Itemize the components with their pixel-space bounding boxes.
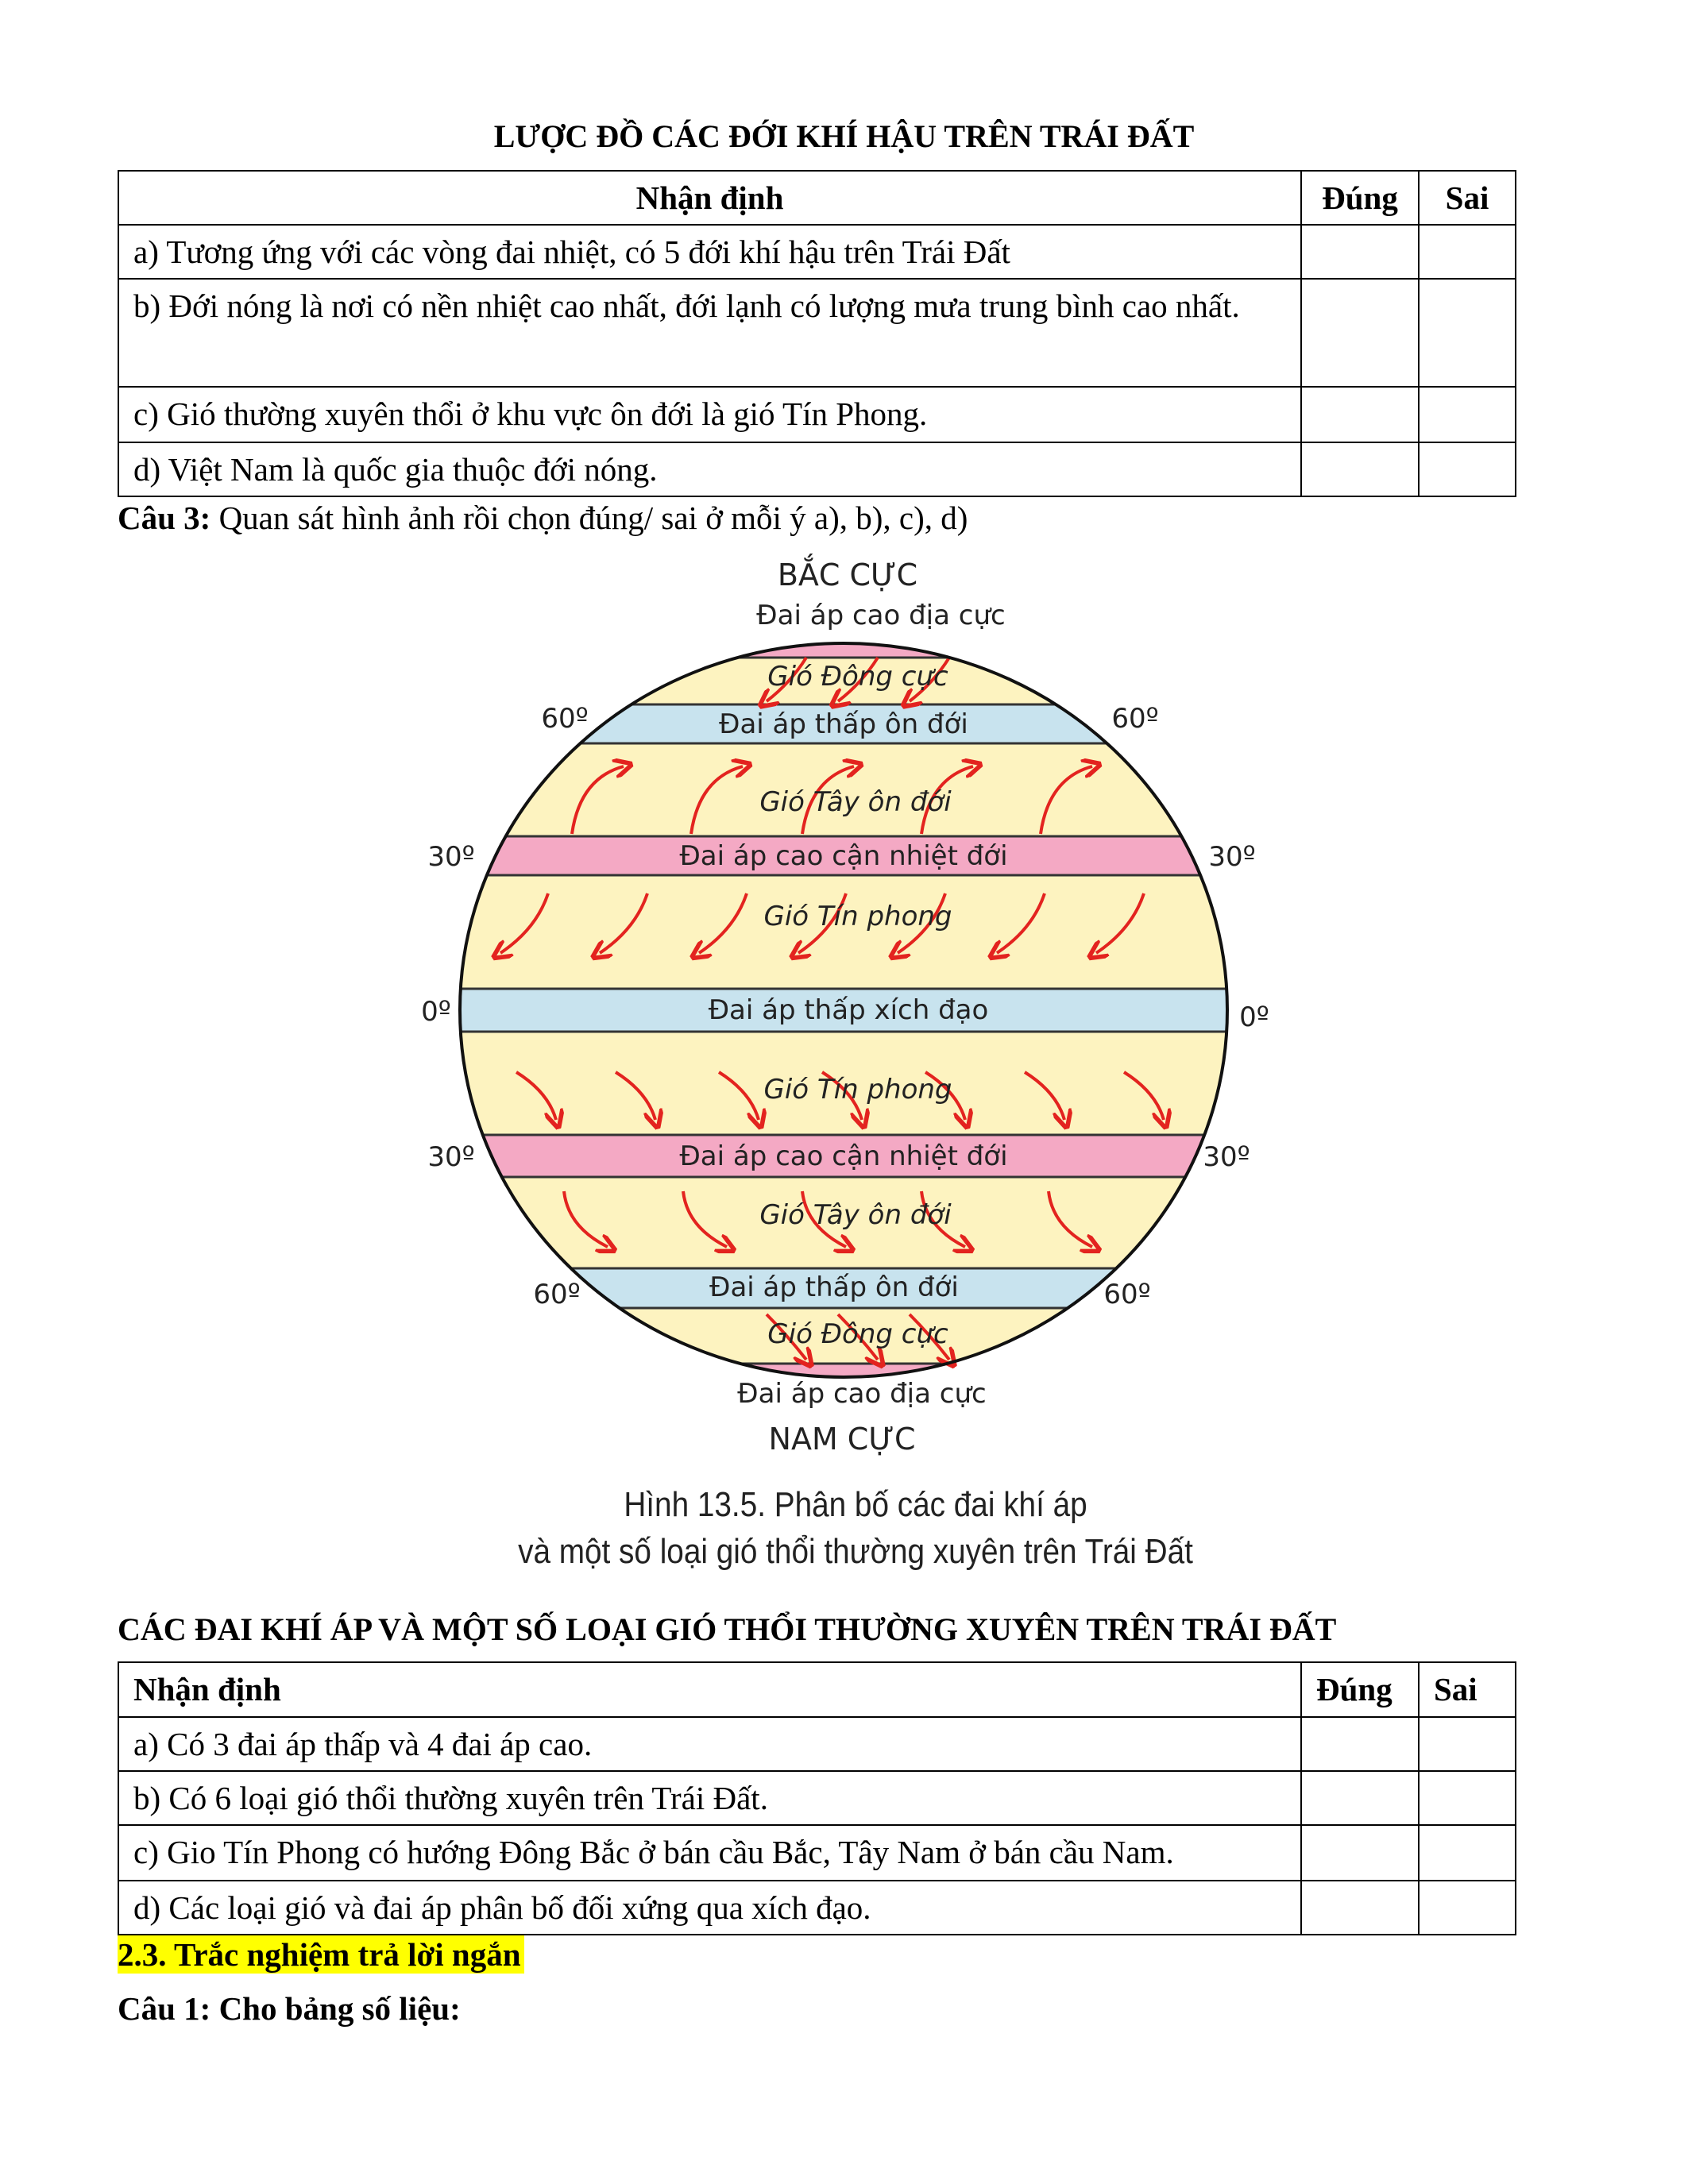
lat-0-e: 0º — [1239, 1001, 1269, 1033]
table-row — [118, 1881, 1516, 1935]
true-cell[interactable] — [1301, 1825, 1419, 1881]
lat-30-nw: 30º — [427, 841, 475, 873]
table-row — [118, 1771, 1516, 1825]
subtropical-high-north-label: Đai áp cao cận nhiệt đới — [679, 840, 1008, 872]
subpolar-low-north-label: Đai áp thấp ôn đới — [719, 708, 968, 740]
header-true: Đúng — [1301, 1662, 1419, 1717]
false-cell[interactable] — [1419, 1881, 1516, 1935]
subtropical-high-south-label: Đai áp cao cận nhiệt đới — [679, 1140, 1008, 1172]
header-false: Sai — [1419, 171, 1516, 225]
westerly-south-label: Gió Tây ôn đới — [759, 1199, 952, 1231]
trade-wind-north-label: Gió Tín phong — [763, 901, 952, 932]
lat-60-nw: 60º — [541, 703, 589, 735]
statement-d: d) Các loại gió và đai áp phân bố đối xứng qua xích đạo. — [118, 1881, 1301, 1935]
true-cell[interactable] — [1301, 1771, 1419, 1825]
lat-60-ne: 60º — [1111, 703, 1159, 735]
polar-easterly-south-label: Gió Đông cực — [767, 1318, 948, 1350]
lat-30-ne: 30º — [1208, 841, 1256, 873]
trade-wind-south-label: Gió Tín phong — [763, 1074, 952, 1106]
statement-a: a) Tương ứng với các vòng đai nhiệt, có 5 đới khí hậu trên Trái Đất — [118, 225, 1301, 279]
section3-heading: 2.3. Trắc nghiệm trả lời ngắn — [118, 1935, 524, 1974]
statement-d: d) Việt Nam là quốc gia thuộc đới nóng. — [118, 442, 1301, 496]
polar-easterly-north-label: Gió Đông cực — [767, 661, 948, 693]
statement-c: c) Gio Tín Phong có hướng Đông Bắc ở bán cầu Bắc, Tây Nam ở bán cầu Nam. — [118, 1825, 1301, 1881]
polar-high-south-label: Đai áp cao địa cực — [737, 1378, 987, 1410]
section1-title: LƯỢC ĐỒ CÁC ĐỚI KHÍ HẬU TRÊN TRÁI ĐẤT — [493, 118, 1195, 154]
lat-30-se: 30º — [1203, 1141, 1250, 1173]
header-statement: Nhận định — [118, 171, 1301, 225]
statement-c: c) Gió thường xuyên thổi ở khu vực ôn đới là gió Tín Phong. — [118, 387, 1301, 442]
south-pole-label: NAM CỰC — [768, 1422, 916, 1457]
statement-b: b) Đới nóng là nơi có nền nhiệt cao nhất, đới lạnh có lượng mưa trung bình cao nhất. — [118, 279, 1301, 387]
statement-b: b) Có 6 loại gió thổi thường xuyên trên Trái Đất. — [118, 1771, 1301, 1825]
false-cell[interactable] — [1419, 1825, 1516, 1881]
north-pole-label: BẮC CỰC — [777, 558, 918, 592]
false-cell[interactable] — [1419, 1771, 1516, 1825]
table-row — [118, 1717, 1516, 1771]
header-false: Sai — [1419, 1662, 1516, 1717]
lat-60-sw: 60º — [533, 1279, 581, 1310]
pressure-belts-table — [118, 1661, 1516, 1935]
polar-high-north-label: Đai áp cao địa cực — [756, 600, 1006, 631]
question1: Câu 1: Cho bảng số liệu: — [118, 1990, 461, 2027]
question3-label: Câu 3: — [118, 500, 211, 536]
header-statement: Nhận định — [118, 1662, 1301, 1717]
statement-a: a) Có 3 đai áp thấp và 4 đai áp cao. — [118, 1717, 1301, 1771]
lat-30-sw: 30º — [427, 1141, 475, 1173]
false-cell[interactable] — [1419, 1717, 1516, 1771]
figure-caption-line2: và một số loại gió thổi thường xuyên trên Trái Đất — [518, 1532, 1193, 1571]
question3-text: Quan sát hình ảnh rồi chọn đúng/ sai ở mỗi ý a), b), c), d) — [211, 500, 968, 536]
figure-caption-line1: Hình 13.5. Phân bố các đai khí áp — [624, 1485, 1087, 1524]
table-header-row — [118, 1662, 1516, 1717]
table-row — [118, 1825, 1516, 1881]
true-cell[interactable] — [1301, 1717, 1419, 1771]
subpolar-low-south-label: Đai áp thấp ôn đới — [709, 1271, 959, 1303]
section2-title: CÁC ĐAI KHÍ ÁP VÀ MỘT SỐ LOẠI GIÓ THỔI THƯỜNG XUYÊN TRÊN TRÁI ĐẤT — [118, 1611, 1337, 1647]
westerly-north-label: Gió Tây ôn đới — [759, 786, 952, 818]
lat-0-w: 0º — [421, 996, 451, 1028]
lat-60-se: 60º — [1103, 1279, 1151, 1310]
equatorial-low-label: Đai áp thấp xích đạo — [708, 994, 989, 1026]
header-true: Đúng — [1301, 171, 1419, 225]
true-cell[interactable] — [1301, 1881, 1419, 1935]
